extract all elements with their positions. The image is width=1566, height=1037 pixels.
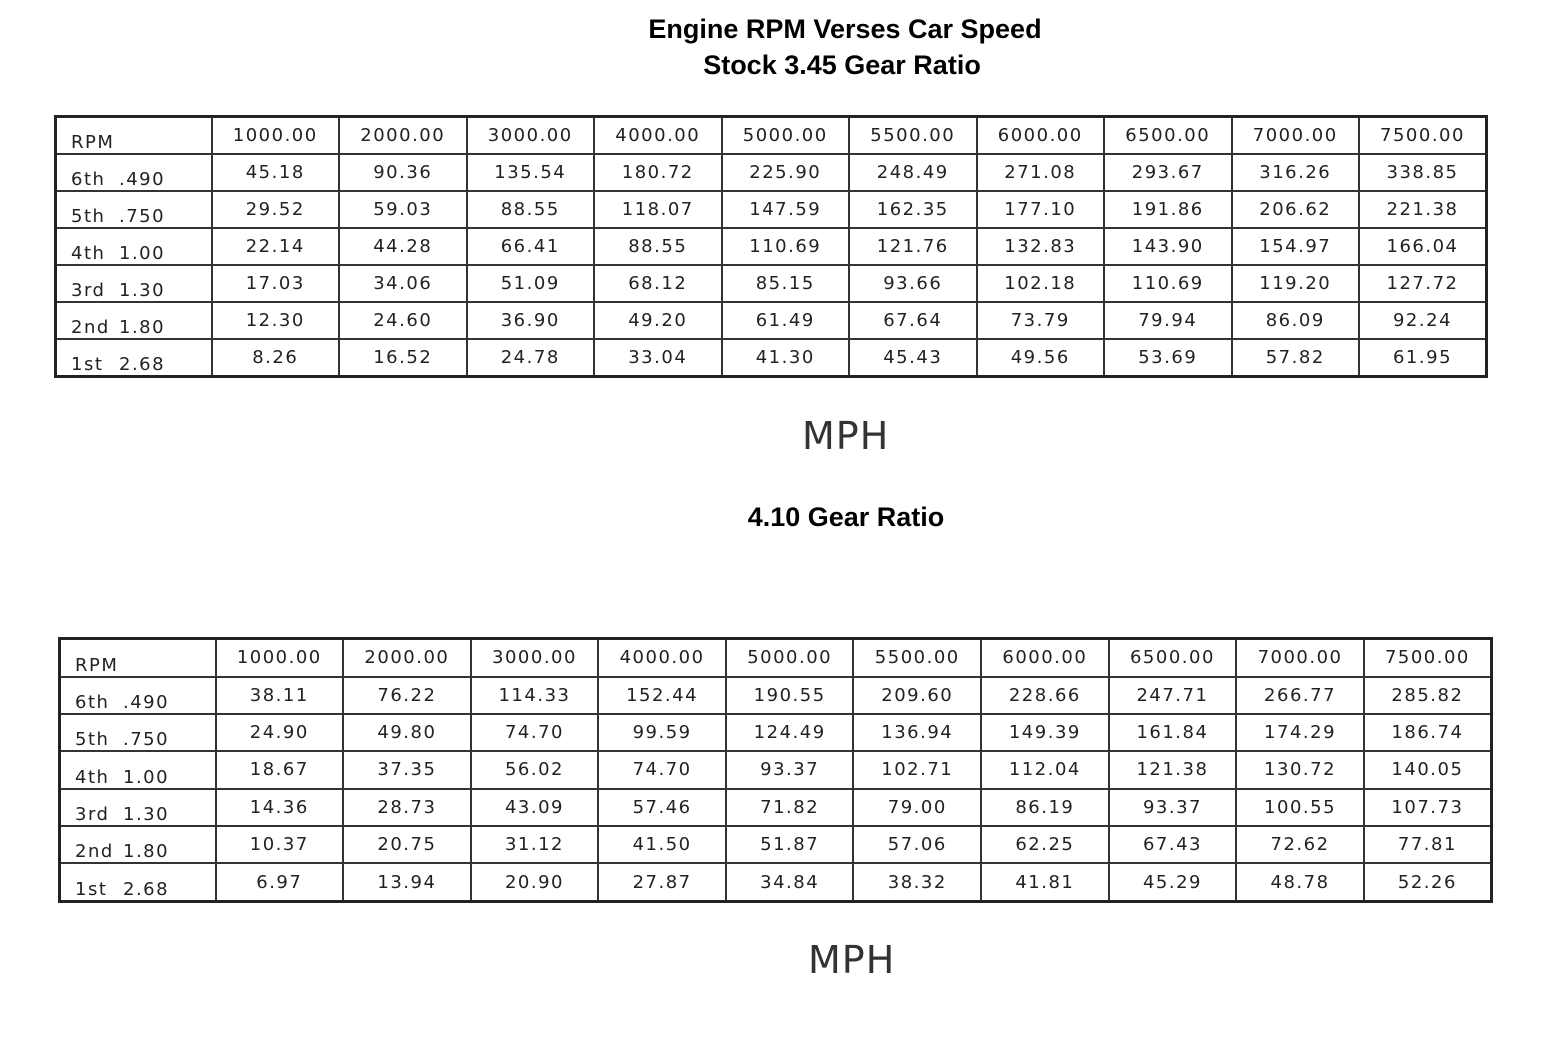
speed-cell: 285.82 (1364, 677, 1492, 714)
speed-cell: 77.81 (1364, 826, 1492, 863)
alt-ratio-table (58, 637, 1493, 903)
speed-cell: 66.41 (467, 228, 595, 265)
speed-cell: 57.06 (853, 826, 981, 863)
table-row (60, 789, 1492, 826)
speed-cell: 92.24 (1359, 302, 1487, 339)
rpm-value-header-cell: 5000.00 (726, 639, 854, 677)
speed-cell: 41.81 (981, 863, 1109, 901)
speed-cell: 102.71 (853, 751, 981, 788)
speed-cell: 36.90 (467, 302, 595, 339)
speed-cell: 121.38 (1109, 751, 1237, 788)
rpm-value-header-cell: 5500.00 (849, 117, 977, 155)
gear-label-cell (60, 677, 216, 714)
gear-ratio: 1.80 (119, 316, 166, 338)
gear-name: 1st (75, 879, 108, 900)
speed-cell: 33.04 (594, 339, 722, 377)
speed-cell: 316.26 (1232, 154, 1360, 191)
gear-ratio: .490 (119, 169, 166, 191)
gear-name: 5th (71, 206, 106, 227)
rpm-value-header-cell: 4000.00 (594, 117, 722, 155)
speed-cell: 68.12 (594, 265, 722, 302)
table-row (56, 191, 1487, 228)
speed-cell: 110.69 (722, 228, 850, 265)
speed-cell: 10.37 (216, 826, 344, 863)
document-title: Engine RPM Verses Car Speed (648, 14, 1042, 44)
gear-name: 4th (71, 242, 106, 264)
speed-cell: 37.35 (343, 751, 471, 788)
speed-cell: 206.62 (1232, 191, 1360, 228)
speed-cell: 12.30 (212, 302, 340, 339)
speed-cell: 59.03 (339, 191, 467, 228)
gear-name: 6th (75, 691, 110, 713)
rpm-value-header-cell: 7500.00 (1364, 639, 1492, 677)
speed-cell: 132.83 (977, 228, 1105, 265)
speed-cell: 186.74 (1364, 714, 1492, 751)
gear-label-cell (60, 826, 216, 863)
speed-cell: 149.39 (981, 714, 1109, 751)
speed-cell: 61.95 (1359, 339, 1487, 377)
speed-cell: 44.28 (339, 228, 467, 265)
speed-cell: 16.52 (339, 339, 467, 377)
rpm-value-header-cell: 6500.00 (1109, 639, 1237, 677)
speed-cell: 177.10 (977, 191, 1105, 228)
speed-cell: 45.18 (212, 154, 340, 191)
speed-cell: 114.33 (471, 677, 599, 714)
rpm-value-header-cell: 3000.00 (471, 639, 599, 677)
speed-cell: 28.73 (343, 789, 471, 826)
gear-ratio: 1.30 (123, 804, 170, 826)
speed-cell: 110.69 (1104, 265, 1232, 302)
gear-name: 4th (75, 766, 110, 788)
speed-cell: 88.55 (467, 191, 595, 228)
gear-name: 6th (71, 169, 106, 191)
speed-cell: 100.55 (1236, 789, 1364, 826)
speed-cell: 34.84 (726, 863, 854, 901)
speed-cell: 140.05 (1364, 751, 1492, 788)
stock-ratio-heading: Stock 3.45 Gear Ratio (703, 50, 981, 80)
gear-ratio: 1.30 (119, 279, 166, 301)
speed-cell: 209.60 (853, 677, 981, 714)
speed-cell: 38.11 (216, 677, 344, 714)
table-row (56, 302, 1487, 339)
speed-cell: 74.70 (471, 714, 599, 751)
gear-name: 2nd (75, 841, 114, 863)
speed-cell: 174.29 (1236, 714, 1364, 751)
speed-cell: 338.85 (1359, 154, 1487, 191)
speed-cell: 107.73 (1364, 789, 1492, 826)
speed-cell: 17.03 (212, 265, 340, 302)
gear-name: 2nd (71, 316, 110, 338)
gear-name: 1st (71, 354, 104, 375)
rpm-value-header-cell: 2000.00 (343, 639, 471, 677)
rpm-header-cell: RPM (60, 639, 216, 677)
speed-cell: 86.09 (1232, 302, 1360, 339)
speed-cell: 8.26 (212, 339, 340, 377)
speed-cell: 293.67 (1104, 154, 1232, 191)
speed-cell: 49.80 (343, 714, 471, 751)
gear-ratio: 1.00 (123, 766, 170, 788)
table-row (60, 863, 1492, 901)
speed-cell: 48.78 (1236, 863, 1364, 901)
speed-cell: 221.38 (1359, 191, 1487, 228)
unit-label-mph: MPH (802, 414, 890, 458)
speed-cell: 45.29 (1109, 863, 1237, 901)
speed-cell: 271.08 (977, 154, 1105, 191)
gear-label-cell (60, 714, 216, 751)
speed-cell: 247.71 (1109, 677, 1237, 714)
speed-cell: 112.04 (981, 751, 1109, 788)
speed-cell: 52.26 (1364, 863, 1492, 901)
table-row (60, 826, 1492, 863)
speed-cell: 41.30 (722, 339, 850, 377)
speed-cell: 90.36 (339, 154, 467, 191)
speed-cell: 225.90 (722, 154, 850, 191)
speed-cell: 119.20 (1232, 265, 1360, 302)
speed-cell: 27.87 (598, 863, 726, 901)
speed-cell: 93.37 (1109, 789, 1237, 826)
speed-cell: 49.20 (594, 302, 722, 339)
gear-label-cell (56, 154, 212, 191)
rpm-value-header-cell: 6000.00 (981, 639, 1109, 677)
speed-cell: 24.90 (216, 714, 344, 751)
header-row (60, 639, 1492, 677)
speed-cell: 18.67 (216, 751, 344, 788)
speed-cell: 266.77 (1236, 677, 1364, 714)
speed-cell: 20.90 (471, 863, 599, 901)
table-row (56, 154, 1487, 191)
speed-cell: 53.69 (1104, 339, 1232, 377)
speed-cell: 67.64 (849, 302, 977, 339)
speed-cell: 180.72 (594, 154, 722, 191)
rpm-value-header-cell: 5500.00 (853, 639, 981, 677)
table-row (56, 228, 1487, 265)
rpm-value-header-cell: 3000.00 (467, 117, 595, 155)
speed-cell: 57.82 (1232, 339, 1360, 377)
rpm-value-header-cell: 5000.00 (722, 117, 850, 155)
gear-label-cell (60, 863, 216, 901)
table-row (56, 339, 1487, 377)
speed-cell: 135.54 (467, 154, 595, 191)
speed-cell: 130.72 (1236, 751, 1364, 788)
speed-cell: 34.06 (339, 265, 467, 302)
speed-cell: 61.49 (722, 302, 850, 339)
speed-cell: 190.55 (726, 677, 854, 714)
speed-cell: 45.43 (849, 339, 977, 377)
rpm-value-header-cell: 4000.00 (598, 639, 726, 677)
gear-name: 5th (75, 729, 110, 751)
speed-cell: 31.12 (471, 826, 599, 863)
gear-ratio: .750 (119, 206, 166, 227)
speed-cell: 49.56 (977, 339, 1105, 377)
gear-label-cell (56, 265, 212, 302)
table-row (60, 751, 1492, 788)
gear-name: 3rd (75, 804, 110, 826)
rpm-value-header-cell: 7500.00 (1359, 117, 1487, 155)
speed-cell: 14.36 (216, 789, 344, 826)
speed-cell: 67.43 (1109, 826, 1237, 863)
gear-ratio: 2.68 (119, 354, 166, 375)
speed-cell: 93.37 (726, 751, 854, 788)
speed-cell: 99.59 (598, 714, 726, 751)
speed-cell: 20.75 (343, 826, 471, 863)
rpm-value-header-cell: 2000.00 (339, 117, 467, 155)
speed-cell: 43.09 (471, 789, 599, 826)
speed-cell: 248.49 (849, 154, 977, 191)
speed-cell: 162.35 (849, 191, 977, 228)
speed-cell: 86.19 (981, 789, 1109, 826)
speed-cell: 41.50 (598, 826, 726, 863)
rpm-value-header-cell: 1000.00 (216, 639, 344, 677)
speed-cell: 166.04 (1359, 228, 1487, 265)
stock-ratio-table (54, 115, 1488, 378)
table-row (56, 265, 1487, 302)
table-row (60, 677, 1492, 714)
speed-cell: 79.00 (853, 789, 981, 826)
speed-cell: 72.62 (1236, 826, 1364, 863)
gear-label-cell (56, 228, 212, 265)
speed-cell: 24.60 (339, 302, 467, 339)
unit-label-mph: MPH (808, 938, 896, 982)
speed-cell: 51.09 (467, 265, 595, 302)
gear-name: 3rd (71, 279, 106, 301)
speed-cell: 51.87 (726, 826, 854, 863)
speed-cell: 124.49 (726, 714, 854, 751)
speed-cell: 73.79 (977, 302, 1105, 339)
gear-ratio: .490 (123, 691, 170, 713)
speed-cell: 136.94 (853, 714, 981, 751)
speed-cell: 74.70 (598, 751, 726, 788)
speed-cell: 71.82 (726, 789, 854, 826)
gear-label-cell (56, 191, 212, 228)
speed-cell: 6.97 (216, 863, 344, 901)
speed-cell: 29.52 (212, 191, 340, 228)
speed-cell: 56.02 (471, 751, 599, 788)
speed-cell: 88.55 (594, 228, 722, 265)
speed-cell: 22.14 (212, 228, 340, 265)
gear-ratio: 2.68 (123, 879, 170, 900)
gear-label-cell (56, 339, 212, 377)
rpm-value-header-cell: 6000.00 (977, 117, 1105, 155)
rpm-value-header-cell: 6500.00 (1104, 117, 1232, 155)
speed-cell: 13.94 (343, 863, 471, 901)
speed-cell: 79.94 (1104, 302, 1232, 339)
rpm-value-header-cell: 7000.00 (1236, 639, 1364, 677)
gear-label-cell (60, 789, 216, 826)
header-row (56, 117, 1487, 155)
gear-ratio: .750 (123, 729, 170, 751)
alt-ratio-heading: 4.10 Gear Ratio (747, 502, 945, 532)
gear-ratio: 1.00 (119, 242, 166, 264)
gear-label-cell (56, 302, 212, 339)
speed-cell: 228.66 (981, 677, 1109, 714)
speed-cell: 154.97 (1232, 228, 1360, 265)
speed-cell: 57.46 (598, 789, 726, 826)
rpm-header-cell: RPM (56, 117, 212, 155)
gear-label-cell (60, 751, 216, 788)
gear-ratio: 1.80 (123, 841, 170, 863)
speed-cell: 85.15 (722, 265, 850, 302)
rpm-value-header-cell: 1000.00 (212, 117, 340, 155)
speed-cell: 152.44 (598, 677, 726, 714)
rpm-value-header-cell: 7000.00 (1232, 117, 1360, 155)
speed-cell: 62.25 (981, 826, 1109, 863)
speed-cell: 93.66 (849, 265, 977, 302)
speed-cell: 102.18 (977, 265, 1105, 302)
speed-cell: 24.78 (467, 339, 595, 377)
speed-cell: 127.72 (1359, 265, 1487, 302)
speed-cell: 121.76 (849, 228, 977, 265)
speed-cell: 191.86 (1104, 191, 1232, 228)
speed-cell: 76.22 (343, 677, 471, 714)
speed-cell: 38.32 (853, 863, 981, 901)
speed-cell: 161.84 (1109, 714, 1237, 751)
speed-cell: 147.59 (722, 191, 850, 228)
speed-cell: 118.07 (594, 191, 722, 228)
speed-cell: 143.90 (1104, 228, 1232, 265)
table-row (60, 714, 1492, 751)
